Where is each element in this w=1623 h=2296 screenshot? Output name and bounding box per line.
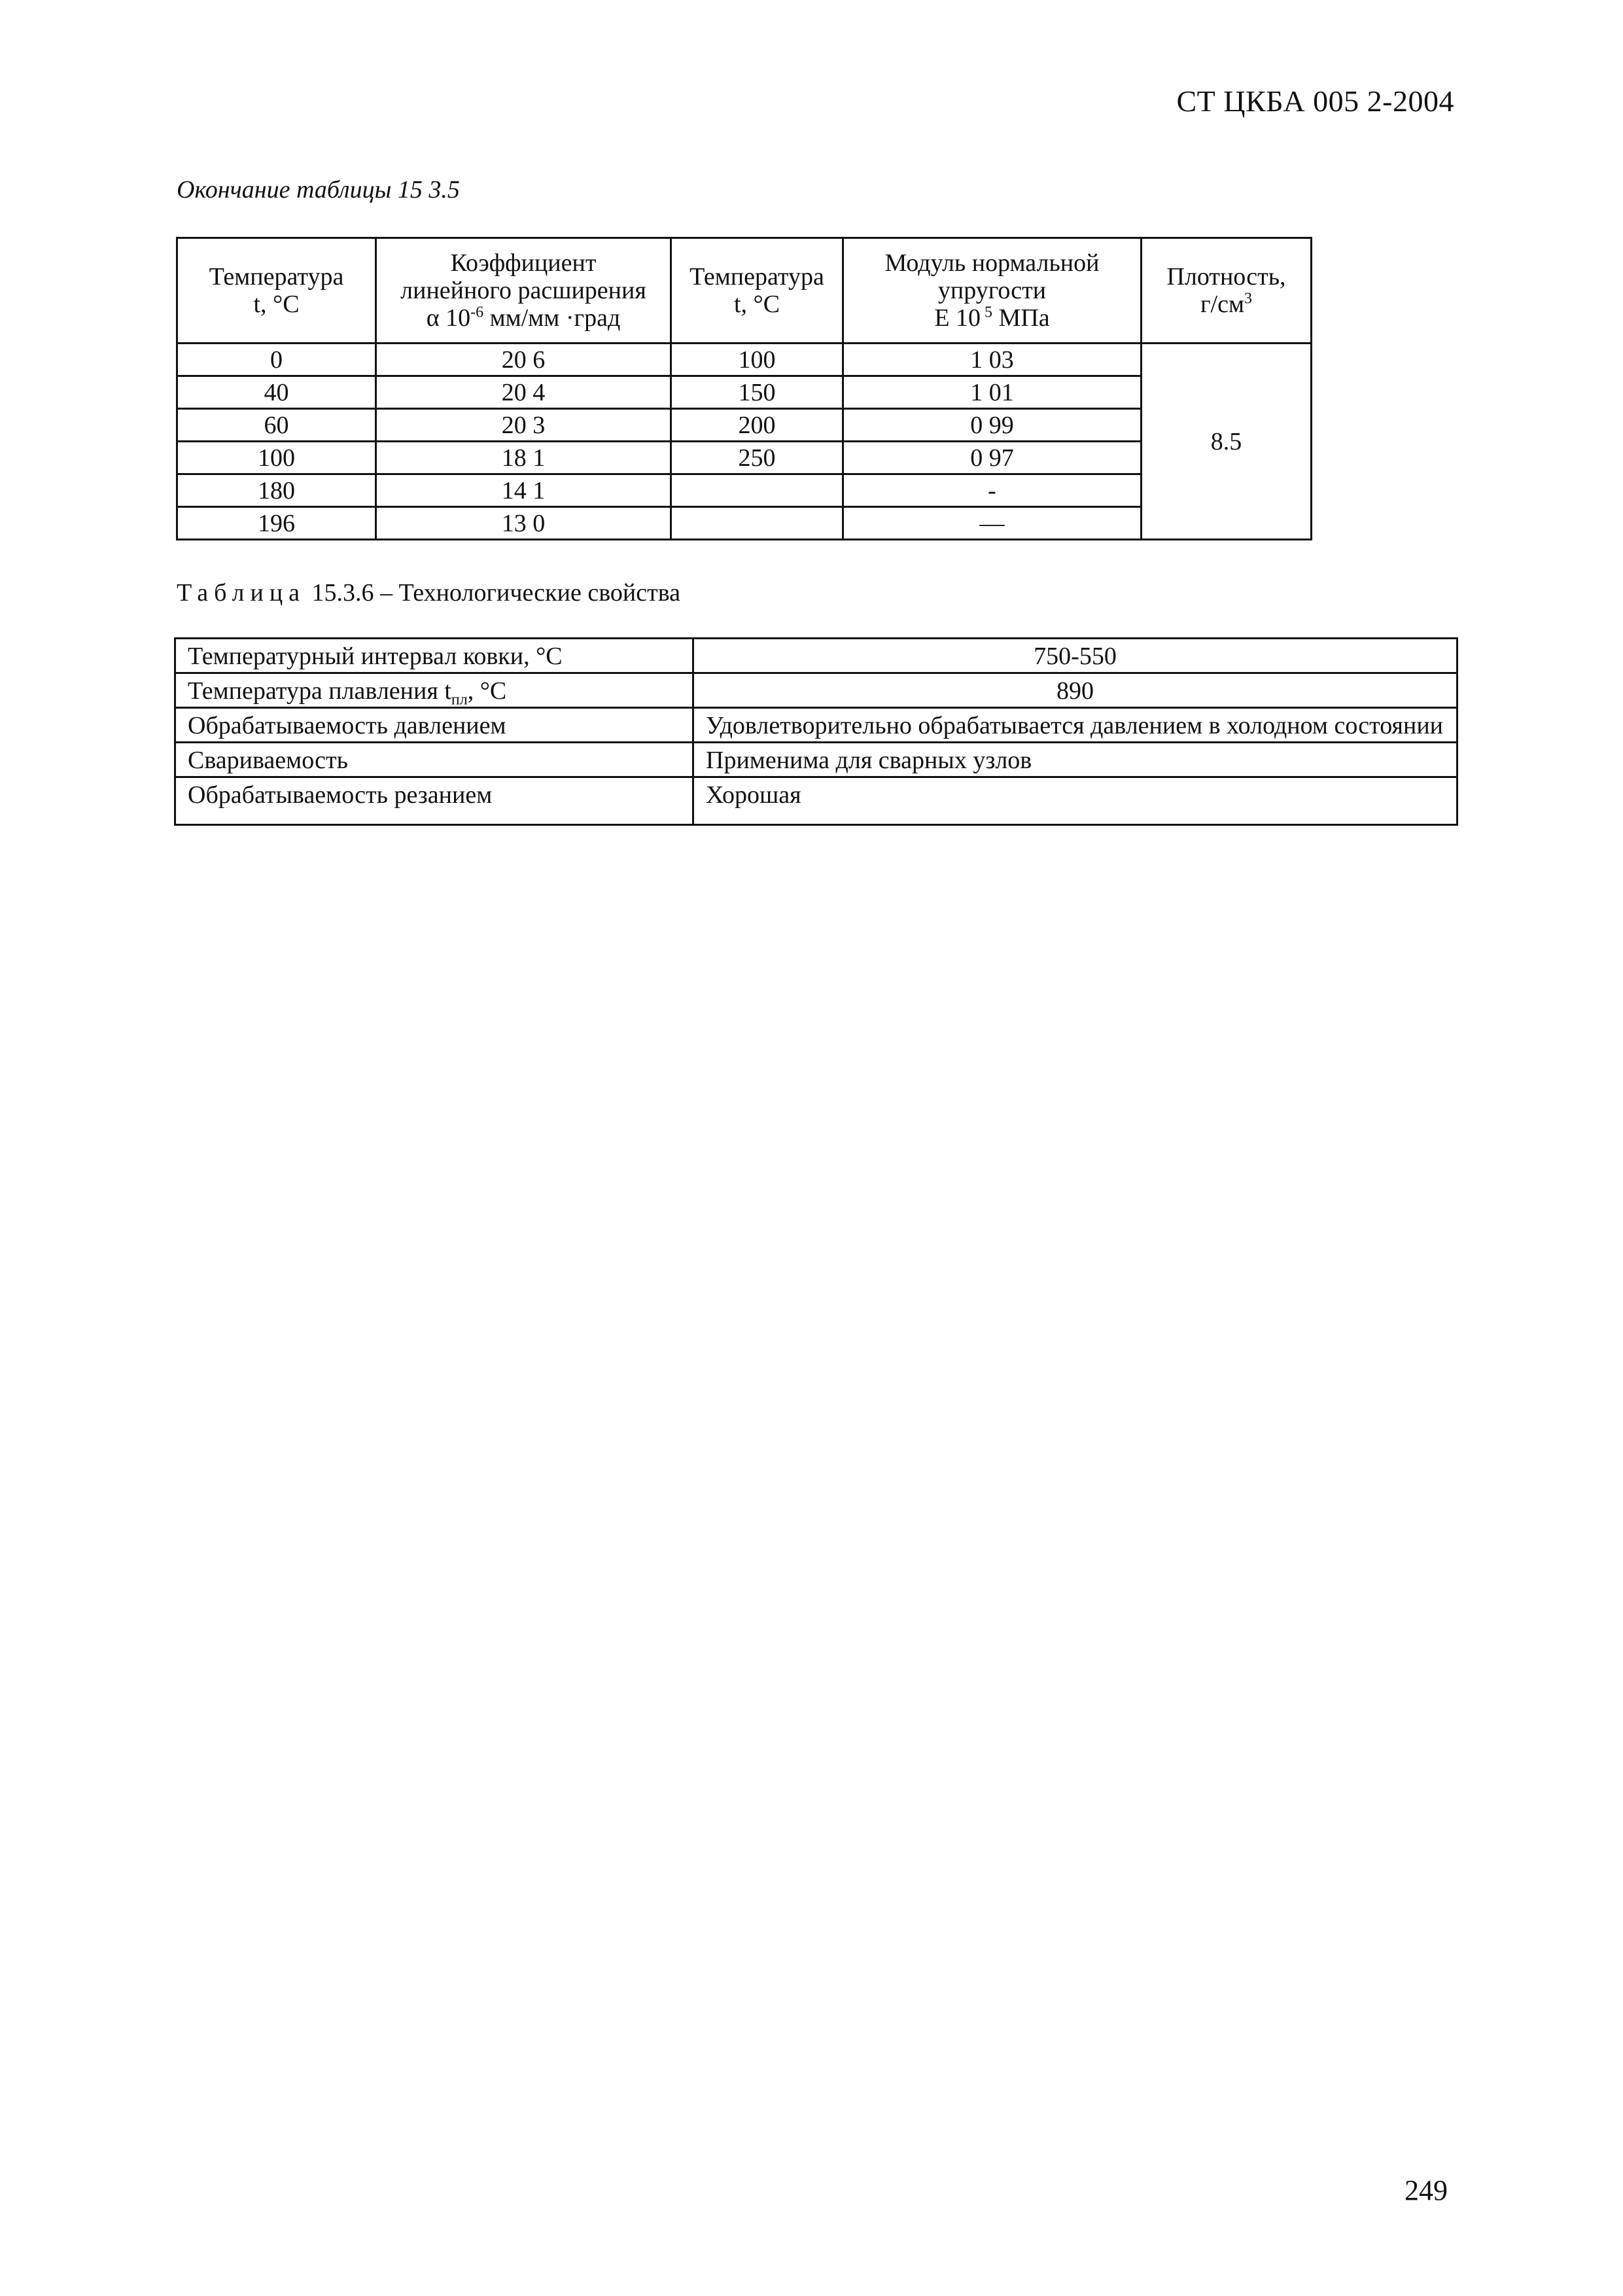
cell-temperature-2 <box>671 507 843 540</box>
table-row <box>175 673 1457 708</box>
header-coef-line1: Коэффициент <box>450 249 597 277</box>
property-label: Обрабатываемость резанием <box>175 777 693 825</box>
header-density-line2 <box>1146 291 1306 318</box>
property-value: Хорошая <box>693 777 1457 825</box>
cell-temperature-1: 60 <box>177 409 376 442</box>
cell-expansion-coefficient: 18 1 <box>376 442 671 474</box>
header-temperature-1-line2: t, °С <box>253 291 300 318</box>
property-label: Температурный интервал ковки, °С <box>175 639 693 673</box>
header-temperature-1 <box>177 238 376 344</box>
table-title-label: Таблица <box>177 579 306 607</box>
table-row <box>177 409 1312 442</box>
header-density-exponent: 3 <box>1244 290 1253 308</box>
cell-elastic-modulus: 1 03 <box>843 344 1142 376</box>
header-modulus-exponent: 5 <box>981 304 993 321</box>
header-temperature-2-line1: Температура <box>689 263 824 291</box>
header-modulus-suffix: МПа <box>992 304 1050 332</box>
header-density-line1: Плотность, <box>1166 263 1286 291</box>
tech-properties-table <box>174 637 1458 826</box>
table-title-text: 15.3.6 – Технологические свойства <box>305 579 680 607</box>
table-row <box>175 639 1457 673</box>
property-label: Обрабатываемость давлением <box>175 708 693 743</box>
table-continuation-caption: Окончание таблицы 15 3.5 <box>177 176 460 203</box>
property-value: 890 <box>693 673 1457 708</box>
melting-label-suffix: , °С <box>467 677 507 705</box>
header-modulus-line3 <box>848 304 1136 332</box>
header-density <box>1142 238 1312 344</box>
cell-expansion-coefficient: 20 6 <box>376 344 671 376</box>
header-temperature-2 <box>671 238 843 344</box>
cell-temperature-2: 250 <box>671 442 843 474</box>
property-value: Удовлетворительно обрабатывается давлением в холодном состоянии <box>693 708 1457 743</box>
cell-elastic-modulus: 0 97 <box>843 442 1142 474</box>
cell-expansion-coefficient: 20 3 <box>376 409 671 442</box>
cell-density: 8.5 <box>1142 344 1312 540</box>
cell-temperature-2 <box>671 474 843 507</box>
header-coef-line3 <box>381 304 666 332</box>
melting-label-prefix: Температура плавления t <box>188 677 451 705</box>
table-header-row <box>177 238 1312 344</box>
cell-elastic-modulus: 0 99 <box>843 409 1142 442</box>
table-row <box>175 708 1457 743</box>
cell-temperature-1: 100 <box>177 442 376 474</box>
cell-temperature-2: 150 <box>671 376 843 409</box>
header-modulus-line2: упругости <box>937 277 1047 304</box>
property-label <box>175 673 693 708</box>
property-label: Свариваемость <box>175 743 693 777</box>
header-modulus-prefix: Е 10 <box>934 304 981 332</box>
header-modulus-line1: Модуль нормальной <box>884 249 1100 277</box>
header-temperature-2-line2: t, °С <box>733 291 780 318</box>
table-row <box>175 777 1457 825</box>
property-value: 750-550 <box>693 639 1457 673</box>
table-row <box>175 743 1457 777</box>
header-coef-prefix: α 10 <box>426 304 471 332</box>
table-row <box>177 474 1312 507</box>
header-coef-suffix: мм/мм ·град <box>483 304 621 332</box>
document-code: СТ ЦКБА 005 2-2004 <box>1176 84 1454 118</box>
header-coef-line2: линейного расширения <box>400 277 646 304</box>
tech-properties-table-title <box>177 578 680 607</box>
table-row <box>177 344 1312 376</box>
cell-elastic-modulus: - <box>843 474 1142 507</box>
header-coef-exponent: -6 <box>470 304 484 321</box>
cell-temperature-2: 100 <box>671 344 843 376</box>
header-expansion-coefficient <box>376 238 671 344</box>
cell-expansion-coefficient: 14 1 <box>376 474 671 507</box>
properties-table <box>176 237 1312 540</box>
cell-temperature-1: 40 <box>177 376 376 409</box>
cell-expansion-coefficient: 20 4 <box>376 376 671 409</box>
header-density-prefix: г/см <box>1200 291 1245 318</box>
page-number: 249 <box>1405 2174 1448 2206</box>
cell-elastic-modulus: — <box>843 507 1142 540</box>
cell-elastic-modulus: 1 01 <box>843 376 1142 409</box>
cell-temperature-1: 196 <box>177 507 376 540</box>
property-value: Применима для сварных узлов <box>693 743 1457 777</box>
table-row <box>177 507 1312 540</box>
header-elastic-modulus <box>843 238 1142 344</box>
cell-temperature-2: 200 <box>671 409 843 442</box>
table-row <box>177 442 1312 474</box>
header-temperature-1-line1: Температура <box>209 263 344 291</box>
cell-expansion-coefficient: 13 0 <box>376 507 671 540</box>
melting-label-subscript: пл <box>451 691 468 709</box>
table-row <box>177 376 1312 409</box>
cell-temperature-1: 180 <box>177 474 376 507</box>
cell-temperature-1: 0 <box>177 344 376 376</box>
